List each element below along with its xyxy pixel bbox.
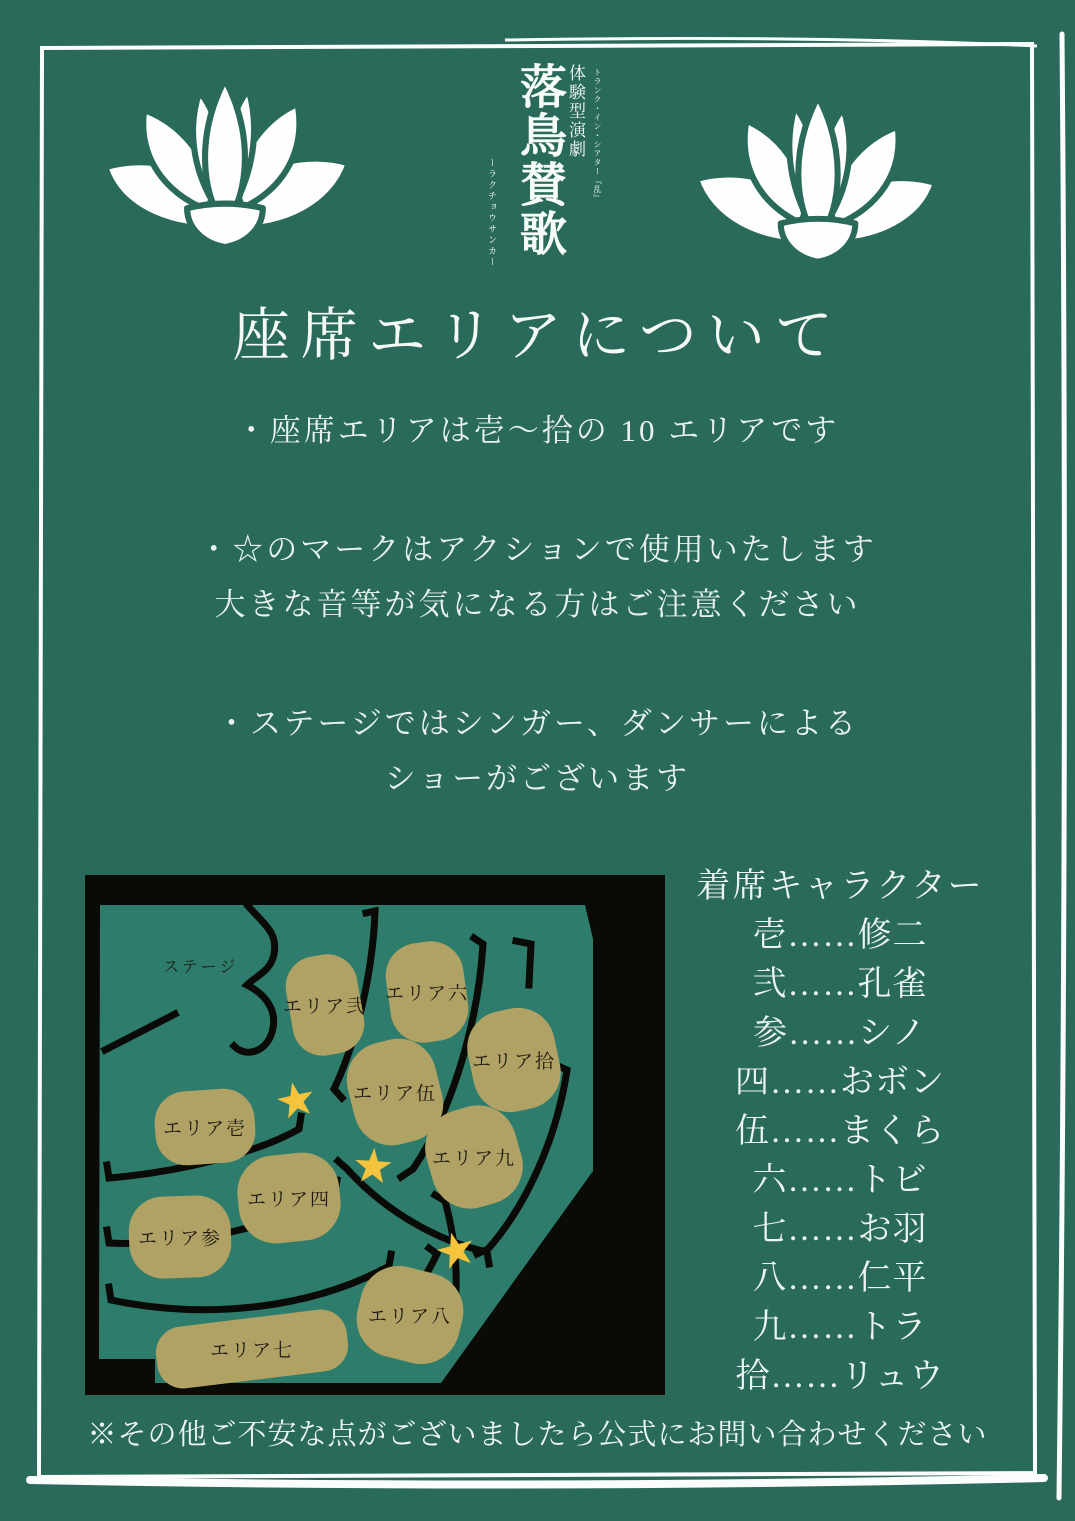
character-row: 六……トビ [752, 1162, 928, 1199]
area-label: エリア九 [431, 1148, 517, 1170]
character-row: 八……仁平 [752, 1260, 928, 1297]
seating-area-エリア壱 [153, 1087, 258, 1168]
character-list [655, 862, 1025, 1401]
show-title-vertical: 落鳥賛歌 [513, 62, 565, 258]
lotus-icon [686, 74, 948, 266]
show-genre-vertical: 体験型演劇 [566, 64, 585, 159]
seating-area-エリア参 [128, 1194, 233, 1280]
show-series-vertical: トランク・イン・シアター『乱』 [593, 68, 602, 203]
seating-map [85, 875, 665, 1395]
note-block [0, 696, 1075, 806]
character-row: 壱……修二 [752, 917, 928, 954]
area-label: エリア弐 [282, 996, 368, 1018]
character-row: 九……トラ [752, 1309, 928, 1346]
note-line: ・ステージではシンガー、ダンサーによる [215, 706, 860, 741]
notes-section [0, 403, 1075, 870]
seating-map-canvas [85, 875, 665, 1395]
area-label: エリア七 [209, 1340, 295, 1362]
note-line: ショーがございます [384, 761, 691, 796]
character-rows [655, 911, 1025, 1401]
page-title: 座席エリアについて [232, 303, 843, 368]
area-label: エリア四 [246, 1189, 332, 1211]
character-row: 拾……リュウ [735, 1358, 945, 1395]
area-label: エリア伍 [352, 1083, 438, 1105]
character-list-header: 着席キャラクター [696, 868, 984, 905]
area-label: エリア八 [367, 1306, 453, 1328]
character-row: 弐……孔雀 [752, 966, 928, 1003]
note-line: 大きな音等が気になる方はご注意ください [214, 587, 861, 622]
lotus-icon [93, 56, 359, 252]
character-row: 四……おボン [735, 1064, 945, 1101]
area-label: エリア六 [384, 983, 470, 1005]
character-row: 参……シノ [753, 1015, 927, 1052]
note-block [0, 522, 1075, 632]
area-label: エリア壱 [162, 1118, 248, 1140]
area-label: エリア参 [137, 1228, 223, 1250]
note-block [0, 403, 1075, 458]
area-label: エリア拾 [471, 1051, 557, 1073]
character-row: 七……お羽 [752, 1211, 928, 1248]
stage-label: ステージ [163, 959, 239, 976]
show-reading-vertical: ーラクチョウサンカー [487, 158, 497, 268]
character-row: 伍……まくら [735, 1113, 945, 1150]
note-line: ・座席エリアは壱～拾の 10 エリアです [235, 413, 840, 448]
note-line: ・☆のマークはアクションで使用いたします [198, 532, 877, 567]
contact-footnote: ※その他ご不安な点がございましたら公式にお問い合わせください [87, 1419, 988, 1451]
